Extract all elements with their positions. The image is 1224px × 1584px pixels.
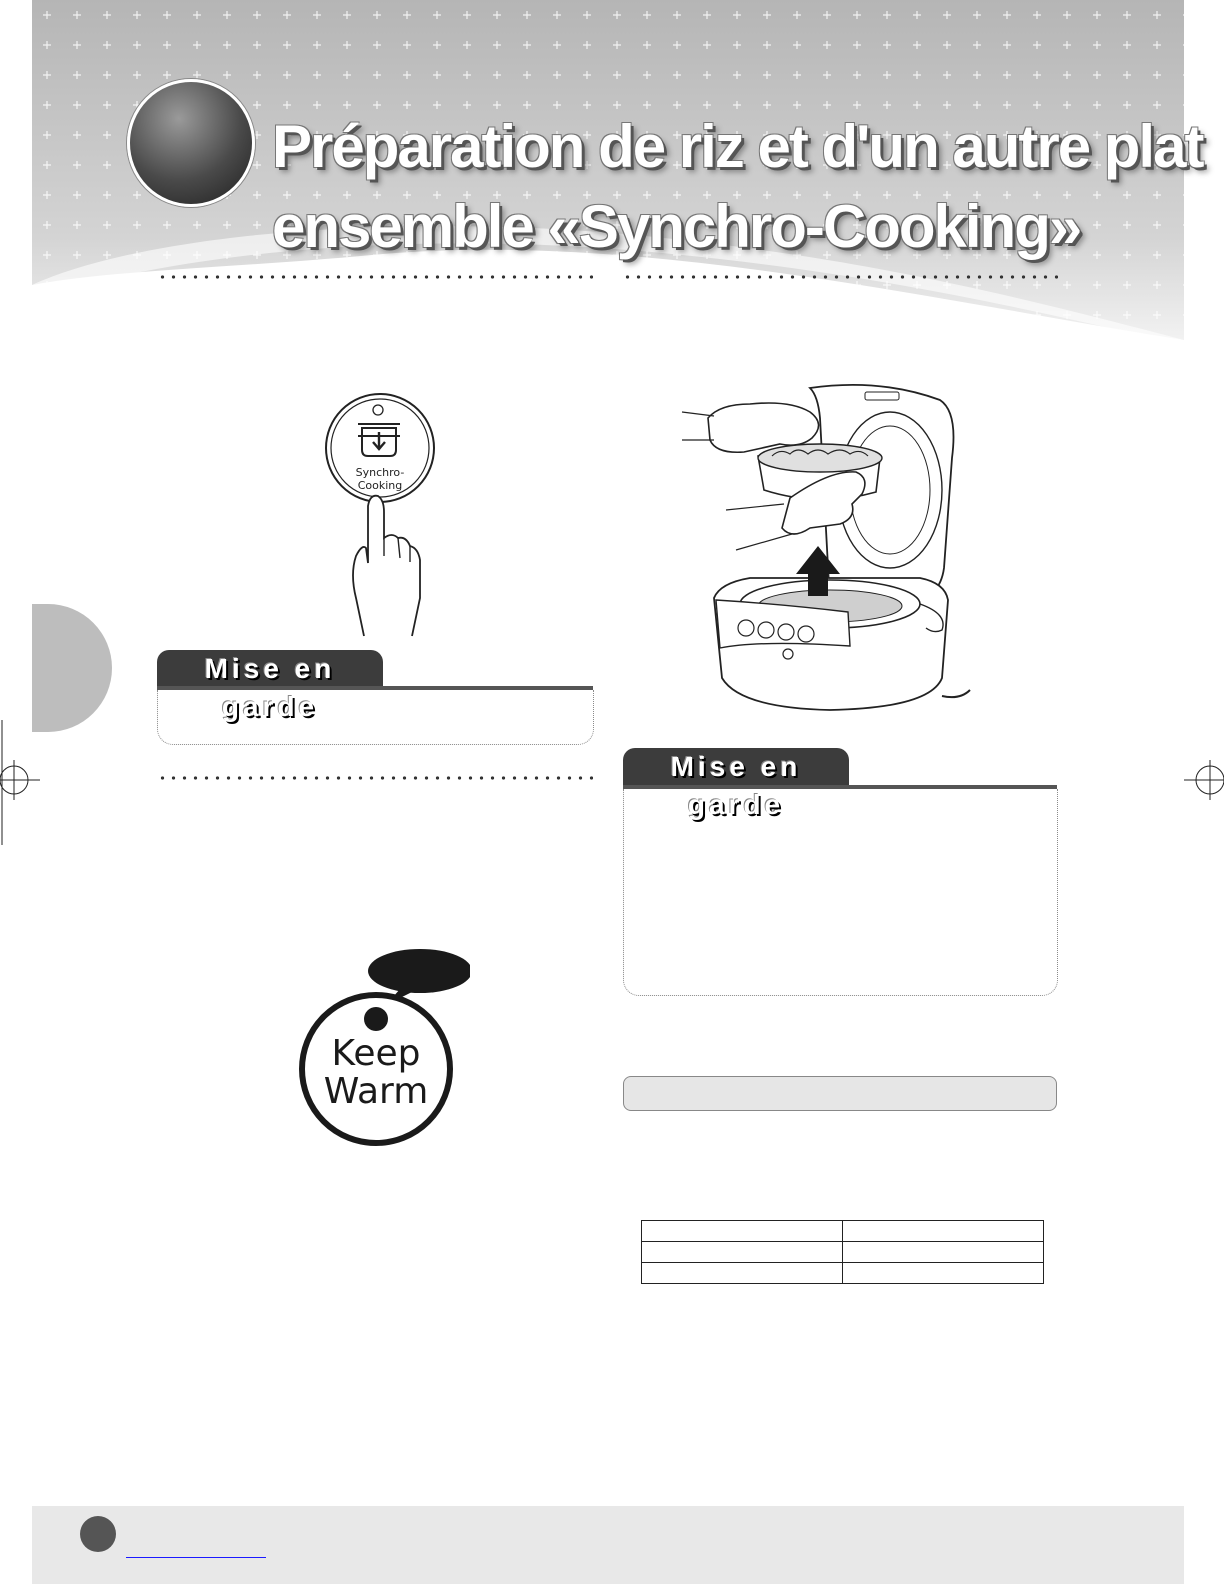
table-cell xyxy=(642,1263,843,1284)
keep-warm-label-line-1: Keep xyxy=(331,1033,421,1074)
keep-warm-indicator-illustration xyxy=(290,945,470,1150)
caution-label: Mise en garde xyxy=(623,748,849,786)
section-divider xyxy=(622,275,1058,279)
chapter-side-tab xyxy=(32,604,112,732)
page-number-badge xyxy=(80,1516,116,1552)
synchro-label-line-2: Cooking xyxy=(357,479,403,492)
table-cell xyxy=(642,1242,843,1263)
table-cell xyxy=(642,1221,843,1242)
caution-label: Mise en garde xyxy=(157,650,383,688)
table-cell xyxy=(843,1221,1044,1242)
specification-table xyxy=(641,1220,1044,1284)
footer-link[interactable] xyxy=(126,1554,266,1558)
table-row xyxy=(642,1263,1044,1284)
notice-bar xyxy=(623,1076,1057,1111)
section-number-badge xyxy=(127,79,255,207)
page-title-line-2: ensemble «Synchro-Cooking» xyxy=(272,193,1081,260)
table-row xyxy=(642,1221,1044,1242)
rice-cooker-steam-basket-illustration xyxy=(680,378,980,728)
crop-mark-right xyxy=(1184,730,1224,840)
table-cell xyxy=(843,1242,1044,1263)
section-divider xyxy=(157,776,593,780)
caution-body xyxy=(623,789,1058,996)
keep-warm-label-line-2: Warm xyxy=(323,1071,429,1112)
caution-body xyxy=(157,690,594,745)
section-divider xyxy=(157,275,593,279)
table-cell xyxy=(843,1263,1044,1284)
table-row xyxy=(642,1242,1044,1263)
synchro-cooking-button-illustration xyxy=(320,388,440,638)
footer-bar xyxy=(32,1506,1184,1584)
synchro-label-line-1: Synchro- xyxy=(355,466,405,479)
page-title-line-1: Préparation de riz et d'un autre plat xyxy=(272,113,1203,180)
crop-mark-left xyxy=(0,720,40,850)
